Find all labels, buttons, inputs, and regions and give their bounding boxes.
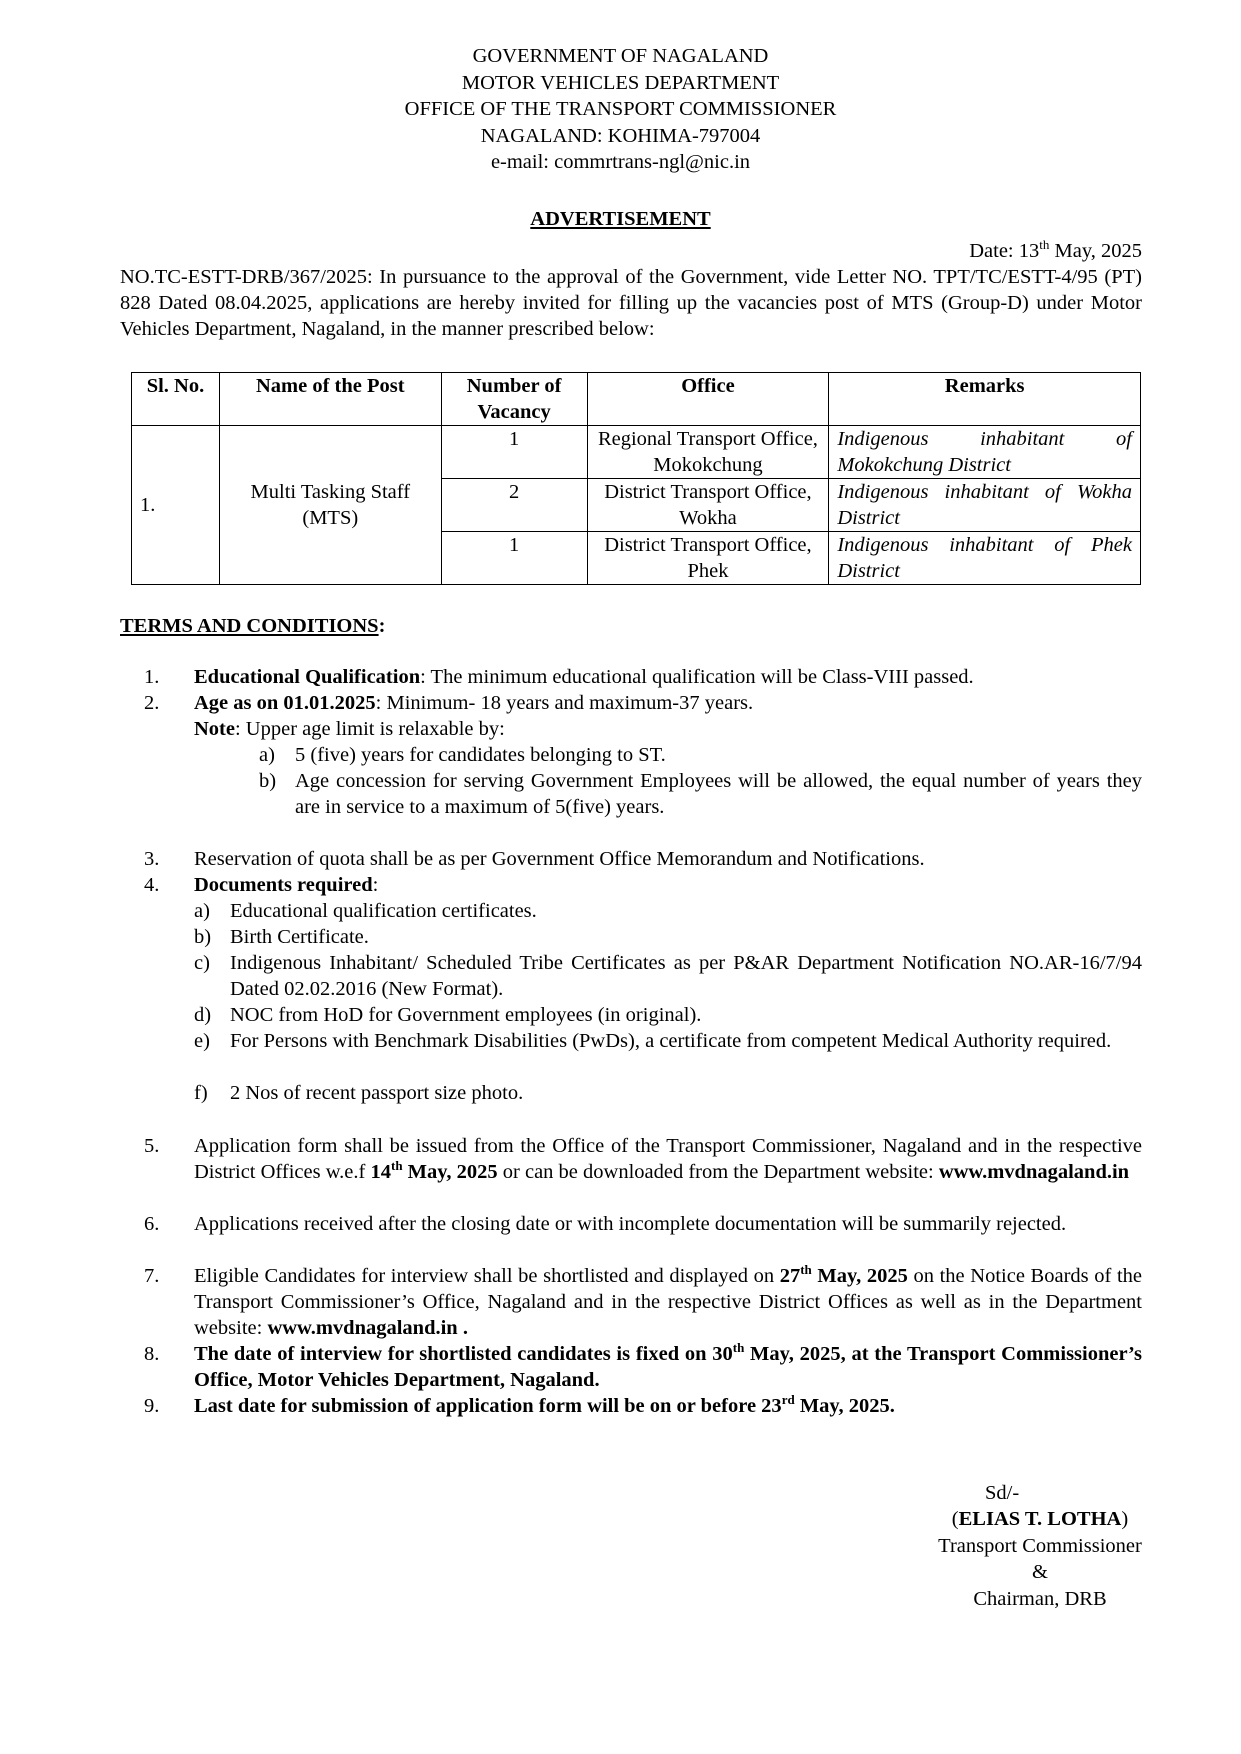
- term-item: 8. The date of interview for shortlisted candidates is fixed on 30th May, 2025, at the Transport Commissioner’s Office, Motor Vehicles Department, Nagaland.: [144, 1340, 1142, 1391]
- remarks-cell: Indigenous inhabitant of Phek District: [829, 532, 1141, 585]
- vacancy-cell: 2: [441, 479, 587, 532]
- office-cell: District Transport Office, Phek: [587, 532, 829, 585]
- document-item: a) Educational qualification certificates.: [194, 900, 537, 922]
- term-item: 5. Application form shall be issued from the Office of the Transport Commissioner, Nagaland and in the respective District Offices w.e.f 14th May, 2025 or can be downloaded from the Department website: www.mvdnagaland.in: [144, 1135, 1142, 1183]
- table-row: [132, 426, 1141, 479]
- document-item: c) Indigenous Inhabitant/ Scheduled Tribe Certificates as per P&AR Department Notification NO.AR-16/7/94 Dated 02.02.2016 (New Format).: [194, 952, 1142, 1000]
- remarks-cell: Indigenous inhabitant of Wokha District: [829, 479, 1141, 532]
- signatory-designation: Transport Commissioner: [938, 1534, 1142, 1557]
- vacancy-cell: 1: [441, 532, 587, 585]
- document-item: e) For Persons with Benchmark Disabilities (PwDs), a certificate from competent Medical Authority required.: [194, 1030, 1112, 1052]
- age-note: Note: Upper age limit is relaxable by:: [194, 718, 505, 740]
- term-item: 2. Age as on 01.01.2025: Minimum- 18 years and maximum-37 years.: [144, 692, 754, 714]
- document-item: b) Birth Certificate.: [194, 926, 369, 948]
- term-item: 1. Educational Qualification: The minimum educational qualification will be Class-VIII passed.: [144, 666, 974, 688]
- term-item: 9. Last date for submission of application form will be on or before 23rd May, 2025.: [144, 1392, 895, 1417]
- document-date: Date: 13th May, 2025: [969, 237, 1142, 262]
- document-item: f) 2 Nos of recent passport size photo.: [194, 1082, 524, 1104]
- remarks-cell: Indigenous inhabitant of Mokokchung District: [829, 426, 1141, 479]
- vacancy-cell: 1: [441, 426, 587, 479]
- vacancy-table: [131, 372, 1141, 585]
- col-header: Office: [587, 373, 829, 426]
- govt-name: GOVERNMENT OF NAGALAND: [472, 45, 769, 67]
- office-email: e-mail: commrtrans-ngl@nic.in: [490, 151, 751, 173]
- office-cell: District Transport Office, Wokha: [587, 479, 829, 532]
- ampersand: &: [1032, 1561, 1048, 1583]
- signatory-block: [860, 1506, 1220, 1612]
- office-cell: Regional Transport Office, Mokokchung: [587, 426, 829, 479]
- signatory-name: (ELIAS T. LOTHA): [951, 1508, 1129, 1530]
- website-link: www.mvdnagaland.in: [938, 1161, 1130, 1183]
- col-header: Remarks: [829, 373, 1141, 426]
- col-header: Sl. No.: [132, 373, 220, 426]
- post-name-cell: Multi Tasking Staff (MTS): [219, 426, 441, 585]
- col-header: Number of Vacancy: [441, 373, 587, 426]
- signature-mark: Sd/-: [985, 1482, 1020, 1504]
- term-item: 3. Reservation of quota shall be as per Government Office Memorandum and Notifications.: [144, 848, 925, 870]
- department-name: MOTOR VEHICLES DEPARTMENT: [461, 71, 780, 94]
- term-item: 6. Applications received after the closing date or with incomplete documentation will be summarily rejected.: [144, 1213, 1067, 1235]
- letterhead: [0, 43, 1241, 176]
- document-title: ADVERTISEMENT: [530, 208, 711, 230]
- sl-no-cell: 1.: [132, 426, 220, 585]
- col-header: Name of the Post: [219, 373, 441, 426]
- intro-paragraph: NO.TC-ESTT-DRB/367/2025: In pursuance to the approval of the Government, vide Letter NO. TPT/TC/ESTT-4/95 (PT) 828 Dated 08.04.2025, applications are hereby invited for filling up the vacancies post of MTS (Group-D) under Motor Vehicles Department, Nagaland, in the manner prescribed below:: [120, 266, 1142, 340]
- sub-item: b) Age concession for serving Government Employees will be allowed, the equal number of years they are in service to a maximum of 5(five) years.: [259, 770, 1142, 818]
- terms-heading: TERMS AND CONDITIONS:: [120, 615, 386, 637]
- sub-item: a) 5 (five) years for candidates belonging to ST.: [259, 744, 666, 766]
- website-link: www.mvdnagaland.in .: [267, 1317, 468, 1339]
- table-header-row: [132, 373, 1141, 426]
- office-address: NAGALAND: KOHIMA-797004: [480, 124, 761, 147]
- term-item: 7. Eligible Candidates for interview shall be shortlisted and displayed on 27th May, 2025 on the Notice Boards of the Transport Commissioner’s Office, Nagaland and in the respective District Offices as well as in the Department website: www.mvdnagaland.in .: [144, 1262, 1142, 1339]
- signatory-designation-2: Chairman, DRB: [973, 1587, 1107, 1610]
- document-item: d) NOC from HoD for Government employees (in original).: [194, 1004, 702, 1026]
- office-name: OFFICE OF THE TRANSPORT COMMISSIONER: [404, 98, 837, 120]
- term-item: 4. Documents required:: [144, 874, 379, 896]
